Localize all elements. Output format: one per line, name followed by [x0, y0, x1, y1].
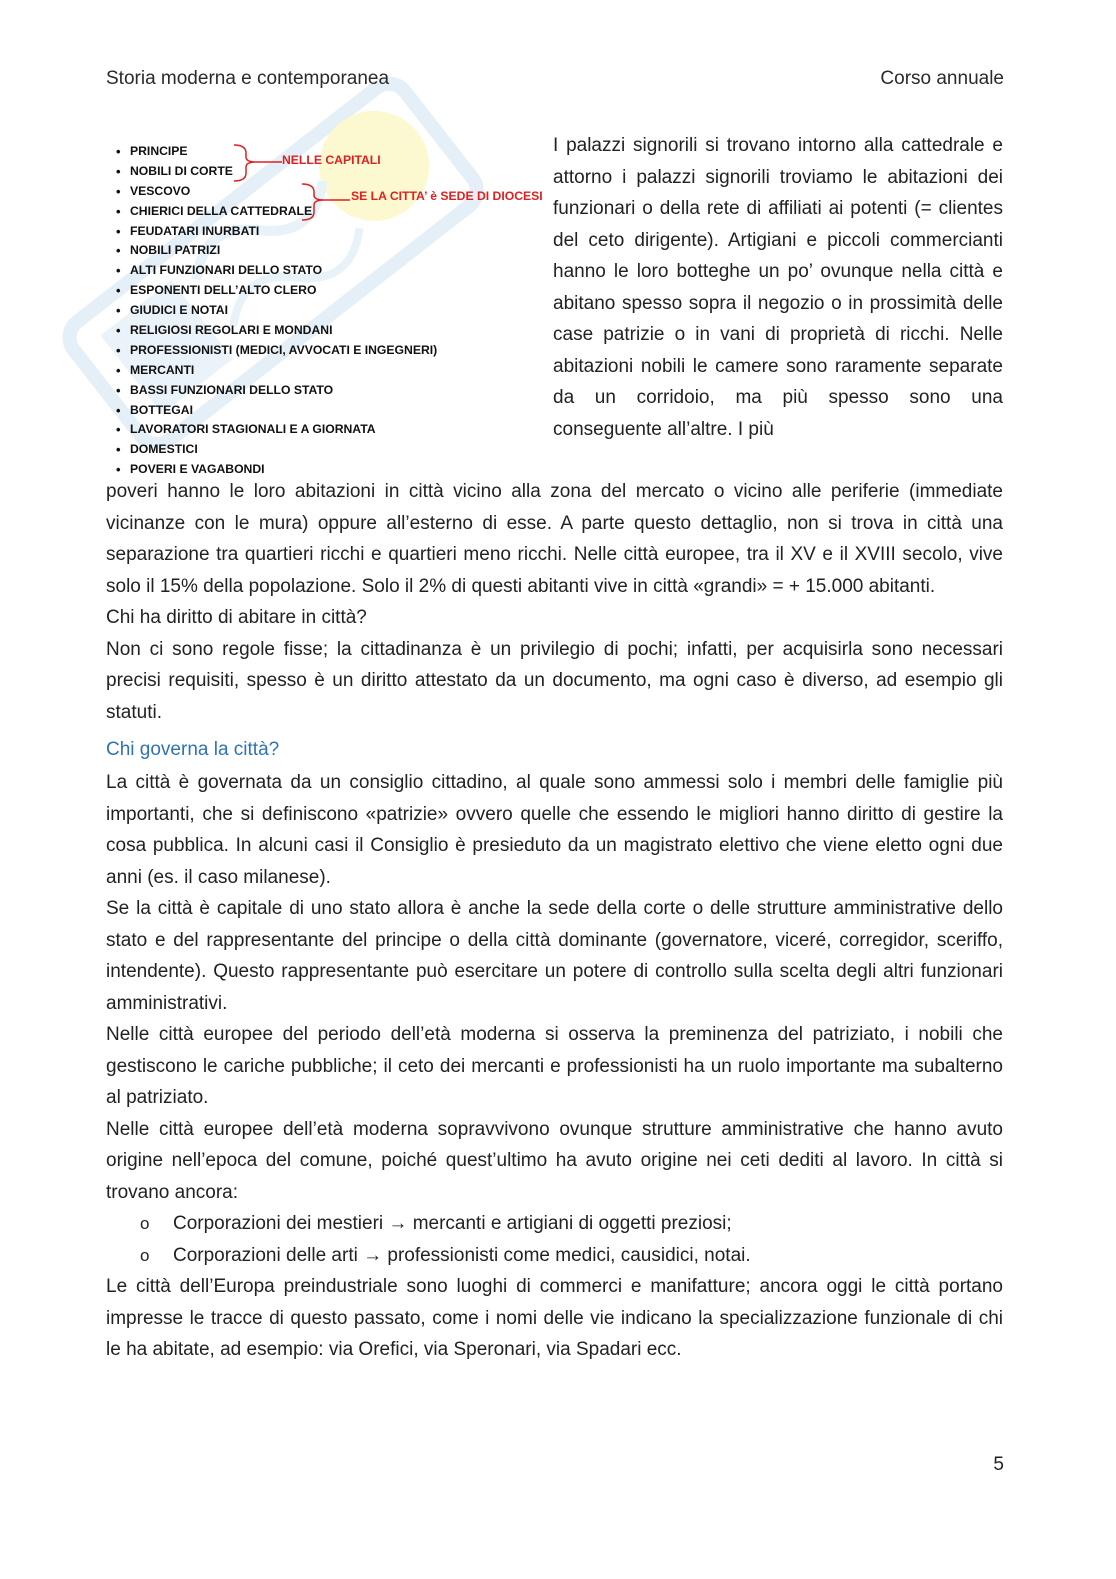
bullet-icon: • [116, 402, 121, 418]
paragraph-citizenship: Non ci sono regole fisse; la cittadinanza è un privilegio di pochi; infatti, per acquisirla sono necessari precisi requisiti, spesso è un diritto attestato da un documento, ma ogni caso è diverso, ad esempio gli statuti. [106, 638, 1003, 723]
bullet-icon: • [116, 462, 121, 478]
bullet-icon: • [116, 362, 121, 378]
hierarchy-item: • VESCOVO [116, 182, 536, 202]
bullet-icon: • [116, 163, 121, 179]
hierarchy-item: • BOTTEGAI [116, 401, 536, 421]
paragraph-palaces: I palazzi signorili si trovano intorno alla cattedrale e attorno i palazzi signorili troviamo le abitazioni dei funzionari o della rete di affiliati ai potenti (= clientes del ceto dirigente). Artigiani e piccoli commercianti hanno le loro botteghe un po’ ovunque nella città e abitano spesso sopra il negozio o in prossimità delle case patrizie o in vani di proprietà di ricchi. Nelle abitazioni nobili le camere sono raramente separate da un corridoio, ma più spesso sono una conseguente all’altre. I più [553, 135, 1003, 440]
paragraph-structures: Nelle città europee dell’età moderna sopravvivono ovunque strutture amministrative che hanno avuto origine nell’epoca del comune, poiché quest’ultimo ha avuto origine nei ceti dediti al lavoro. In città si trovano ancora: [106, 1118, 1003, 1203]
list-item: o Corporazioni dei mestieri → mercanti e artigiani di oggetti preziosi; [106, 1208, 1003, 1240]
brace-diocese-icon [300, 182, 352, 222]
bullet-icon: • [116, 183, 121, 199]
bullet-icon: • [116, 223, 121, 239]
hierarchy-item: • GIUDICI E NOTAI [116, 301, 536, 321]
hierarchy-item: • DOMESTICI [116, 440, 536, 460]
bullet-icon: • [116, 243, 121, 259]
paragraph-capital: Se la città è capitale di uno stato allora è anche la sede della corte o delle strutture amministrative dello stato e del rappresentante del principe o della città dominante (governatore, viceré, corregidor, sceriffo, intendente). Questo rappresentante può esercitare un potere di controllo sulla scelta degli altri funzionari amministrativi. [106, 898, 1003, 1014]
hierarchy-item: • ALTI FUNZIONARI DELLO STATO [116, 261, 536, 281]
brace-capitals-icon [232, 143, 284, 183]
circle-bullet-icon: o [140, 1214, 150, 1233]
hierarchy-item: • PROFESSIONISTI (MEDICI, AVVOCATI E INGEGNERI) [116, 341, 536, 361]
bullet-icon: • [116, 303, 121, 319]
bullet-icon: • [116, 283, 121, 299]
paragraph-preindustrial: Le città dell’Europa preindustriale sono luoghi di commerci e manifatture; ancora oggi le città portano impresse le tracce di questo passato, come i nomi delle vie indicano la specializzazione funzionale di chi le ha abitate, ad esempio: via Orefici, via Speronari, via Spadari ecc. [106, 1276, 1003, 1360]
list-item: o Corporazioni delle arti → professionisti come medici, causidici, notai. [106, 1240, 1003, 1272]
bullet-icon: • [116, 144, 121, 159]
hierarchy-item: • PRINCIPE [116, 142, 536, 162]
bullet-icon: • [116, 203, 121, 219]
main-text [106, 476, 1003, 1366]
hierarchy-item: • RELIGIOSI REGOLARI E MONDANI [116, 321, 536, 341]
guild-list [106, 1208, 1003, 1271]
hierarchy-item: • MERCANTI [116, 361, 536, 381]
hierarchy-item: • FEUDATARI INURBATI [116, 222, 536, 242]
circle-bullet-icon: o [140, 1245, 150, 1265]
section-heading: Chi governa la città? [106, 739, 280, 760]
hierarchy-item: • CHIERICI DELLA CATTEDRALE [116, 202, 536, 222]
bullet-icon: • [116, 382, 121, 398]
bullet-icon: • [116, 263, 121, 279]
paragraph-council: La città è governata da un consiglio cittadino, al quale sono ammessi solo i membri delle famiglie più importanti, che si definiscono «patrizie» ovvero quelle che essendo le migliori hanno diritto di gestire la cosa pubblica. In alcuni casi il Consiglio è presieduto da un magistrato elettivo che viene eletto ogni due anni (es. il caso milanese). [106, 772, 1003, 888]
annotation-diocese: SE LA CITTA’ è SEDE DI DIOCESI [351, 189, 543, 203]
bullet-icon: • [116, 342, 121, 358]
paragraph-poor-housing: poveri hanno le loro abitazioni in città vicino alla zona del mercato o vicino alle periferie (immediate vicinanze con le mura) oppure all’esterno di esse. A parte questo dettaglio, non si trova in città una separazione tra quartieri ricchi e quartieri meno ricchi. Nelle città europee, tra il XV e il XVIII secolo, vive solo il 15% della popolazione. Solo il 2% di questi abitanti vive in città «grandi» = + 15.000 abitanti. [106, 481, 1003, 597]
bullet-icon: • [116, 442, 121, 458]
hierarchy-item: • NOBILI DI CORTE [116, 162, 536, 182]
question-citizenship: Chi ha diritto di abitare in città? [106, 607, 367, 628]
bullet-icon: • [116, 323, 121, 339]
bullet-icon: • [116, 422, 121, 438]
hierarchy-item: • LAVORATORI STAGIONALI E A GIORNATA [116, 420, 536, 440]
annotation-capitals: NELLE CAPITALI [282, 153, 381, 167]
hierarchy-item: • ESPONENTI DELL’ALTO CLERO [116, 281, 536, 301]
page-number: 5 [993, 1454, 1004, 1475]
header-course-type: Corso annuale [880, 68, 1004, 89]
hierarchy-item: • NOBILI PATRIZI [116, 241, 536, 261]
hierarchy-item: • POVERI E VAGABONDI [116, 460, 536, 480]
paragraph-patriciate: Nelle città europee del periodo dell’età moderna si osserva la preminenza del patriziato, i nobili che gestiscono le cariche pubbliche; il ceto dei mercanti e professionisti ha un ruolo importante ma subalterno al patriziato. [106, 1024, 1003, 1108]
hierarchy-item: • BASSI FUNZIONARI DELLO STATO [116, 381, 536, 401]
header-course-title: Storia moderna e contemporanea [106, 68, 390, 89]
